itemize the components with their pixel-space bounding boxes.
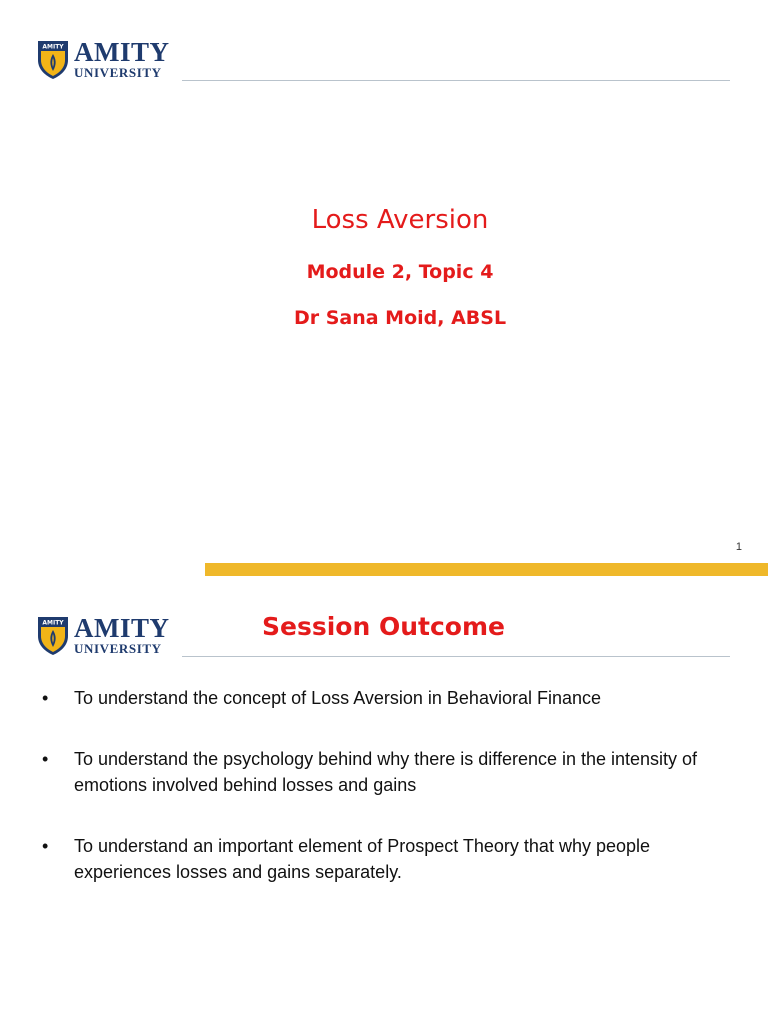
presentation-title: Loss Aversion bbox=[311, 205, 489, 235]
slide-2 bbox=[0, 576, 768, 1024]
svg-text:AMITY: AMITY bbox=[42, 619, 64, 627]
author-line: Dr Sana Moid, ABSL bbox=[293, 307, 507, 329]
footer-accent-bar bbox=[205, 563, 768, 576]
amity-logo bbox=[36, 614, 168, 658]
list-item bbox=[40, 685, 730, 711]
list-item bbox=[40, 746, 730, 798]
section-title: Session Outcome bbox=[262, 612, 505, 641]
list-item-text: To understand the concept of Loss Aversion in Behavioral Finance bbox=[74, 688, 602, 708]
amity-shield-icon bbox=[36, 38, 70, 80]
bullet-icon: • bbox=[42, 688, 49, 708]
logo-wordmark: AMITY bbox=[74, 37, 170, 67]
list-item bbox=[40, 833, 730, 885]
outcome-list bbox=[40, 685, 730, 920]
header-divider bbox=[182, 656, 730, 657]
slide-number: 1 bbox=[735, 541, 742, 553]
list-item-text: To understand an important element of Prospect Theory that why people experiences losses and gains separately. bbox=[74, 836, 651, 882]
bullet-icon: • bbox=[42, 749, 49, 769]
logo-wordmark: AMITY bbox=[74, 613, 170, 643]
bullet-icon: • bbox=[42, 836, 49, 856]
header-divider bbox=[182, 80, 730, 81]
svg-text:AMITY: AMITY bbox=[42, 43, 64, 51]
amity-logo bbox=[36, 38, 168, 82]
logo-subtitle: UNIVERSITY bbox=[74, 641, 162, 656]
amity-shield-icon bbox=[36, 614, 70, 656]
list-item-text: To understand the psychology behind why there is difference in the intensity of emotions involved behind losses and gains bbox=[74, 749, 698, 795]
logo-subtitle: UNIVERSITY bbox=[74, 65, 162, 80]
module-topic: Module 2, Topic 4 bbox=[306, 261, 494, 283]
